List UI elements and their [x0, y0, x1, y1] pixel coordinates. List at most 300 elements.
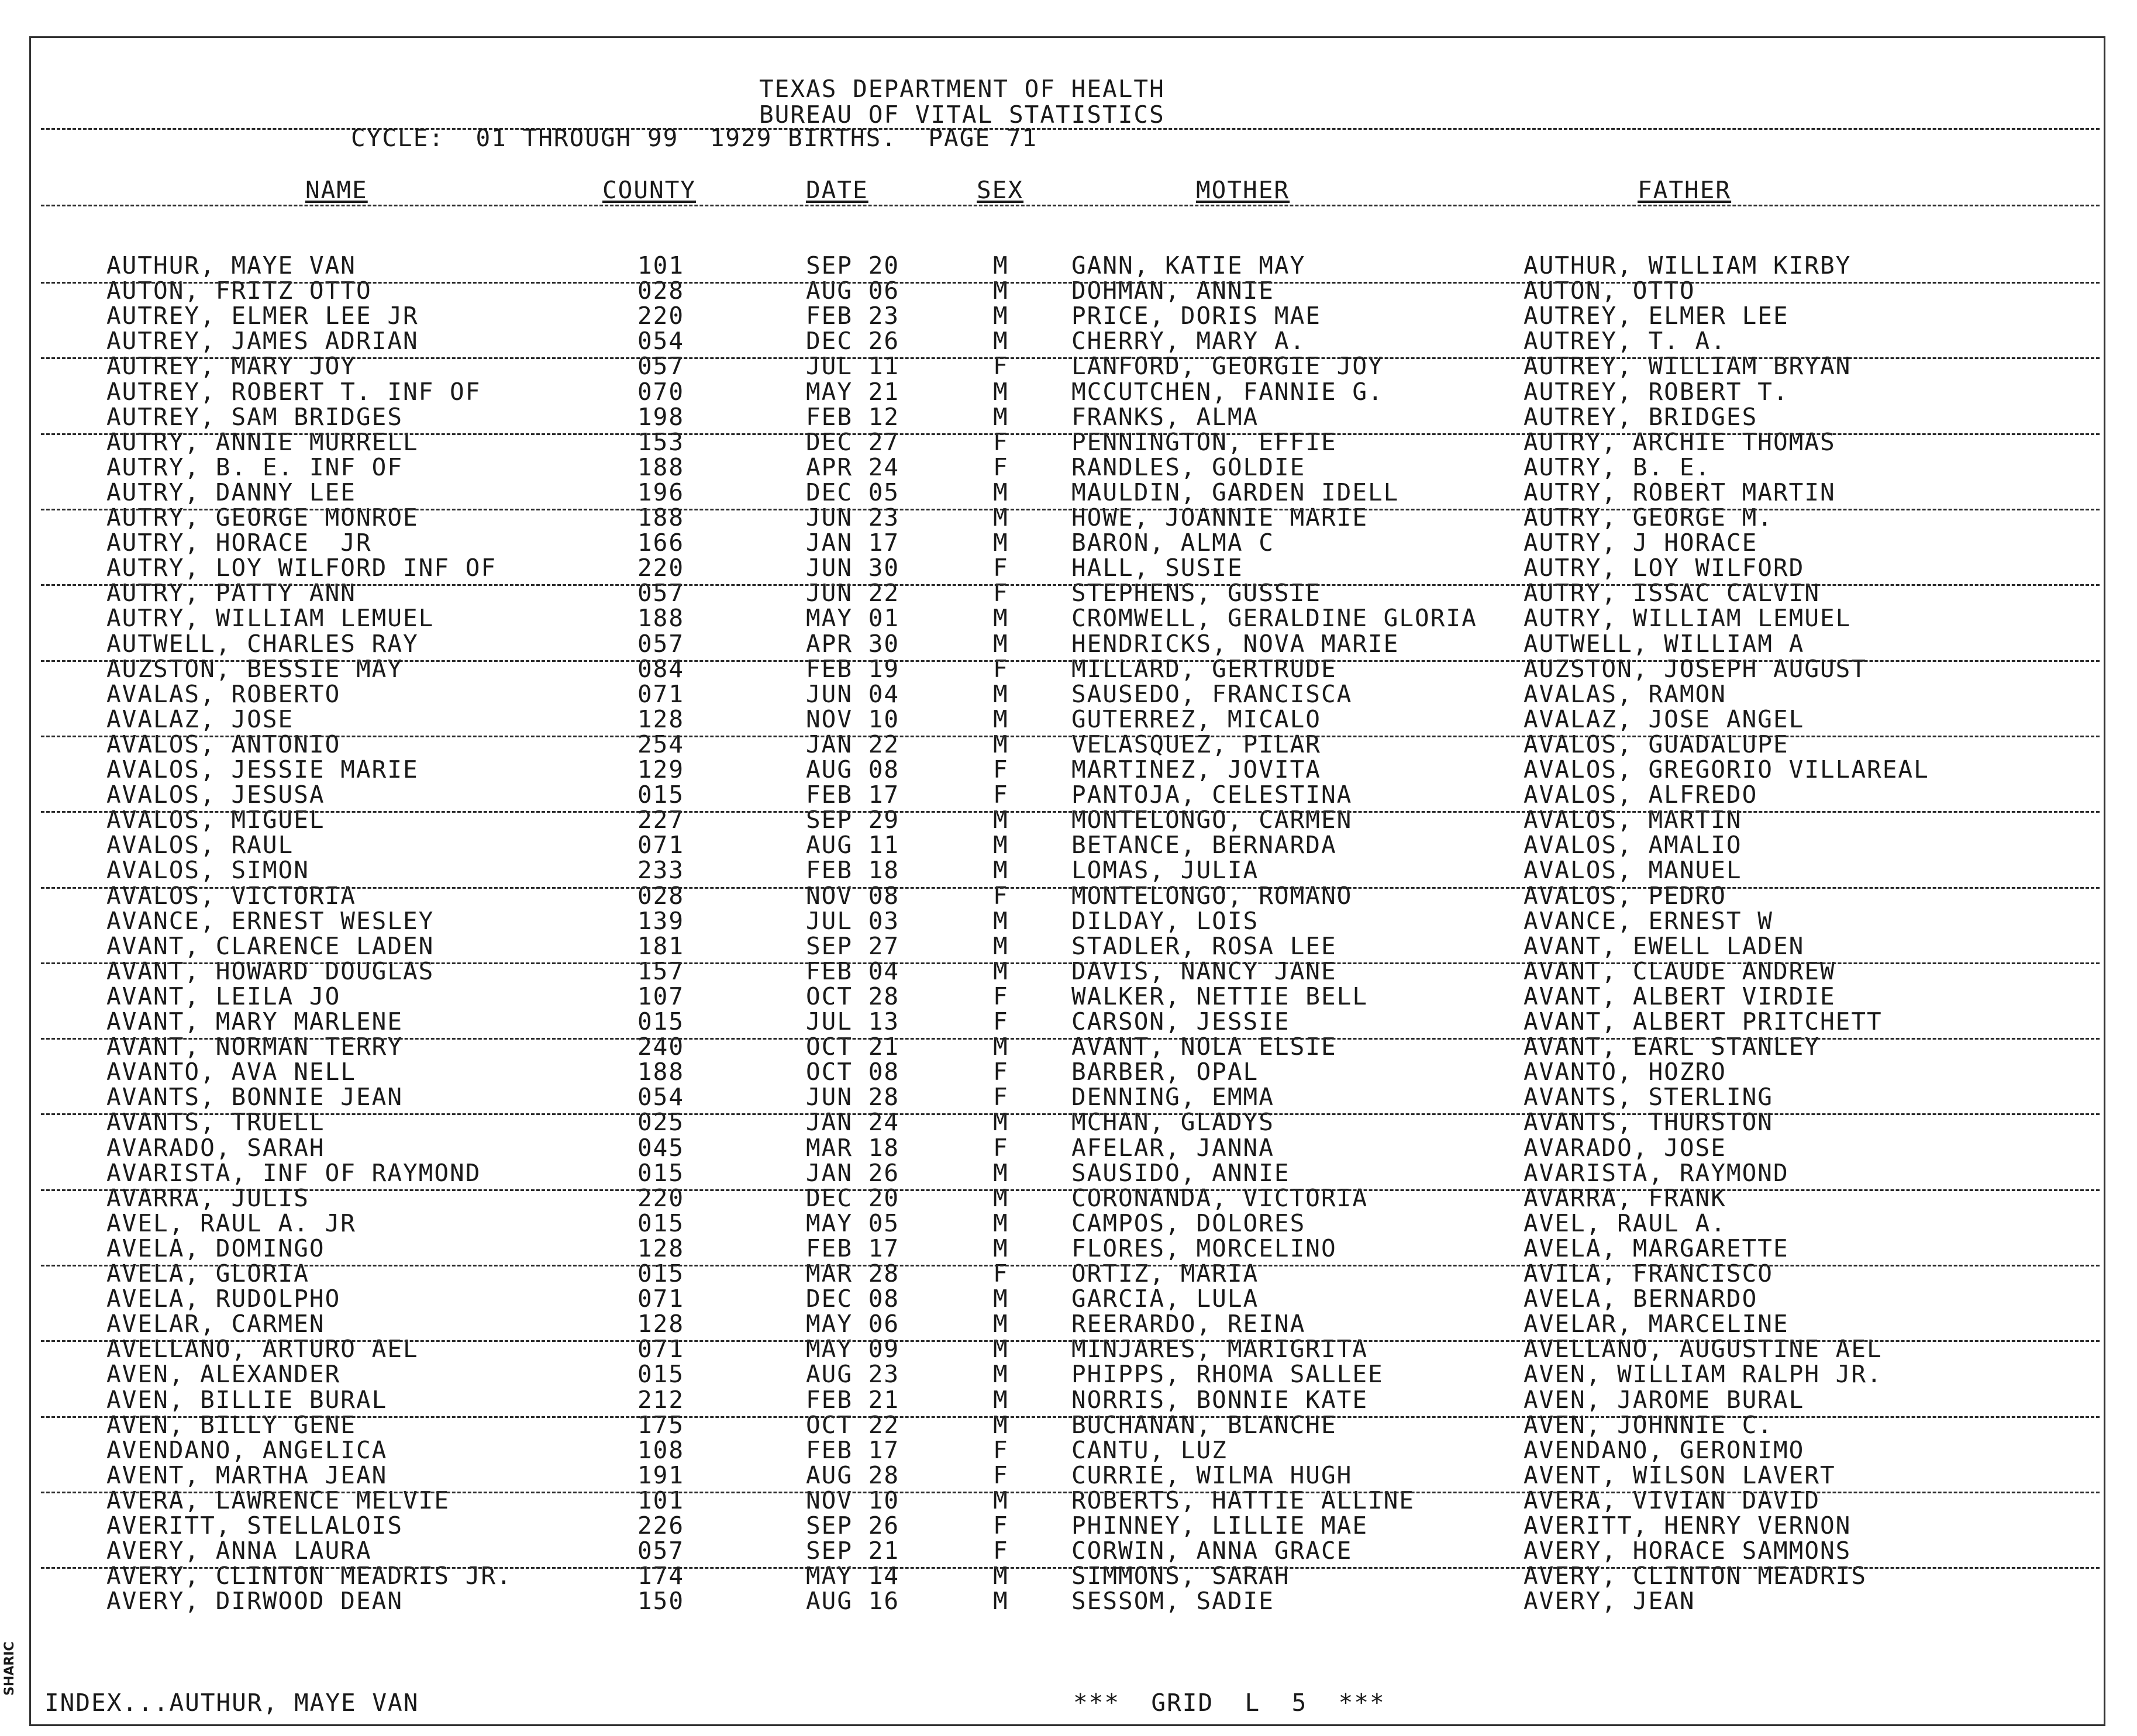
cell-date: FEB 12 — [806, 402, 900, 431]
column-header-county: COUNTY — [602, 176, 697, 204]
side-label: SHARIC — [2, 1641, 17, 1696]
cell-father: AUTHUR, WILLIAM KIRBY — [1524, 251, 1852, 279]
cell-father: AVEN, JAROME BURAL — [1524, 1385, 1805, 1414]
group-separator-rule — [41, 509, 2100, 510]
cell-county: 212 — [637, 1385, 685, 1414]
cell-county: 196 — [637, 478, 685, 506]
cell-name: AVALOS, JESSIE MARIE — [106, 755, 419, 784]
cell-name: AUTREY, ROBERT T. INF OF — [106, 377, 481, 406]
cell-name: AVERA, LAWRENCE MELVIE — [106, 1486, 450, 1514]
group-separator-rule — [41, 1567, 2100, 1569]
cell-date: MAR 28 — [806, 1259, 900, 1288]
cell-mother: LOMAS, JULIA — [1071, 856, 1259, 885]
cell-mother: BUCHANAN, BLANCHE — [1071, 1410, 1337, 1439]
cell-sex: F — [993, 755, 1009, 784]
cell-father: AVANT, ALBERT PRITCHETT — [1524, 1007, 1883, 1036]
cell-name: AVELA, DOMINGO — [106, 1234, 325, 1262]
table-row — [0, 1085, 2137, 1110]
cell-name: AVALOS, VICTORIA — [106, 881, 356, 910]
cell-sex: M — [993, 679, 1009, 708]
cell-mother: VELASQUEZ, PILAR — [1071, 730, 1321, 758]
cell-name: AVELLANO, ARTURO AEL — [106, 1335, 419, 1364]
cell-county: 226 — [637, 1511, 685, 1540]
cell-sex: M — [993, 604, 1009, 633]
cell-mother: HENDRICKS, NOVA MARIE — [1071, 629, 1400, 658]
column-header-date: DATE — [806, 176, 868, 204]
cell-county: 227 — [637, 806, 685, 834]
table-row — [0, 455, 2137, 480]
group-separator-rule — [41, 1265, 2100, 1266]
cell-date: SEP 27 — [806, 931, 900, 960]
cell-father: AVANTO, HOZRO — [1524, 1058, 1726, 1086]
cell-county: 181 — [637, 931, 685, 960]
cell-sex: F — [993, 352, 1009, 381]
cell-mother: CORWIN, ANNA GRACE — [1071, 1537, 1353, 1565]
cell-sex: M — [993, 906, 1009, 935]
cell-name: AUTON, FRITZ OTTO — [106, 277, 372, 305]
cell-county: 015 — [637, 1007, 685, 1036]
table-row — [0, 1133, 2137, 1162]
cell-mother: MCCUTCHEN, FANNIE G. — [1071, 377, 1384, 406]
cell-mother: PANTOJA, CELESTINA — [1071, 781, 1353, 809]
cell-name: AUZSTON, BESSIE MAY — [106, 654, 403, 683]
cell-county: 220 — [637, 554, 685, 582]
cell-name: AVANT, CLARENCE LADEN — [106, 931, 435, 960]
cell-date: FEB 21 — [806, 1385, 900, 1414]
table-row — [0, 303, 2137, 329]
cell-mother: GUTERREZ, MICALO — [1071, 705, 1321, 733]
cell-sex: M — [993, 1562, 1009, 1590]
cell-name: AUTHUR, MAYE VAN — [106, 251, 356, 279]
cell-sex: M — [993, 529, 1009, 557]
cell-county: 057 — [637, 579, 685, 608]
cell-father: AVENDANO, GERONIMO — [1524, 1435, 1805, 1464]
cell-name: AVALOS, RAUL — [106, 831, 294, 860]
header-cycle: CYCLE: 01 THROUGH 99 1929 BIRTHS. PAGE 71 — [351, 124, 1038, 152]
cell-mother: BETANCE, BERNARDA — [1071, 831, 1337, 860]
cell-name: AUTRY, GEORGE MONROE — [106, 503, 419, 532]
table-row — [0, 530, 2137, 555]
cell-date: MAY 09 — [806, 1335, 900, 1364]
cell-sex: M — [993, 629, 1009, 658]
cell-date: FEB 18 — [806, 856, 900, 885]
group-separator-rule — [41, 584, 2100, 586]
table-row — [0, 1158, 2137, 1187]
cell-name: AVANCE, ERNEST WESLEY — [106, 906, 435, 935]
cell-sex: F — [993, 781, 1009, 809]
cell-mother: MONTELONGO, CARMEN — [1071, 806, 1353, 834]
cell-mother: ROBERTS, HATTIE ALLINE — [1071, 1486, 1415, 1514]
cell-date: FEB 23 — [806, 302, 900, 330]
cell-name: AUTRY, WILLIAM LEMUEL — [106, 604, 435, 633]
cell-date: FEB 19 — [806, 654, 900, 683]
cell-father: AUTRY, GEORGE M. — [1524, 503, 1773, 532]
cell-county: 045 — [637, 1133, 685, 1162]
cell-mother: MONTELONGO, ROMANO — [1071, 881, 1353, 910]
header-rule — [41, 128, 2100, 130]
cell-date: DEC 05 — [806, 478, 900, 506]
cell-date: MAY 06 — [806, 1310, 900, 1338]
cell-sex: M — [993, 705, 1009, 733]
cell-sex: M — [993, 1209, 1009, 1237]
cell-name: AVARISTA, INF OF RAYMOND — [106, 1158, 481, 1187]
table-row — [0, 1211, 2137, 1236]
cell-sex: F — [993, 1537, 1009, 1565]
cell-county: 015 — [637, 1209, 685, 1237]
cell-mother: CANTU, LUZ — [1071, 1435, 1228, 1464]
group-separator-rule — [41, 962, 2100, 964]
cell-sex: M — [993, 1360, 1009, 1389]
cell-name: AVANT, LEILA JO — [106, 982, 341, 1010]
cell-father: AVARADO, JOSE — [1524, 1133, 1726, 1162]
cell-name: AVALOS, JESUSA — [106, 781, 325, 809]
table-row — [0, 906, 2137, 935]
cell-mother: FRANKS, ALMA — [1071, 402, 1259, 431]
cell-mother: SESSOM, SADIE — [1071, 1587, 1274, 1616]
cell-date: AUG 06 — [806, 277, 900, 305]
table-row — [0, 679, 2137, 708]
cell-name: AUTRY, B. E. INF OF — [106, 453, 403, 481]
cell-name: AVARRA, JULIS — [106, 1183, 309, 1212]
cell-mother: WALKER, NETTIE BELL — [1071, 982, 1368, 1010]
cell-father: AVELA, BERNARDO — [1524, 1285, 1758, 1313]
cell-name: AVALOS, ANTONIO — [106, 730, 341, 758]
cell-name: AVARADO, SARAH — [106, 1133, 325, 1162]
cell-date: SEP 29 — [806, 806, 900, 834]
cell-mother: SIMMONS, SARAH — [1071, 1562, 1290, 1590]
cell-mother: GARCIA, LULA — [1071, 1285, 1259, 1313]
table-row — [0, 858, 2137, 883]
cell-mother: ORTIZ, MARIA — [1071, 1259, 1259, 1288]
cell-name: AUTRY, ANNIE MURRELL — [106, 427, 419, 456]
cell-mother: STADLER, ROSA LEE — [1071, 931, 1337, 960]
table-row — [0, 1312, 2137, 1337]
cell-county: 015 — [637, 1360, 685, 1389]
cell-date: DEC 26 — [806, 327, 900, 356]
group-separator-rule — [41, 1340, 2100, 1342]
cell-sex: F — [993, 1259, 1009, 1288]
cell-mother: LANFORD, GEORGIE JOY — [1071, 352, 1384, 381]
header-bureau: BUREAU OF VITAL STATISTICS — [759, 101, 1165, 129]
cell-name: AVANT, HOWARD DOUGLAS — [106, 957, 435, 985]
cell-county: 028 — [637, 277, 685, 305]
table-row — [0, 1286, 2137, 1312]
cell-mother: MARTINEZ, JOVITA — [1071, 755, 1321, 784]
cell-county: 198 — [637, 402, 685, 431]
cell-father: AVERY, CLINTON MEADRIS — [1524, 1562, 1867, 1590]
table-row — [0, 833, 2137, 858]
table-row — [0, 606, 2137, 631]
cell-county: 057 — [637, 1537, 685, 1565]
table-row — [0, 757, 2137, 782]
cell-date: MAR 18 — [806, 1133, 900, 1162]
cell-county: 128 — [637, 1234, 685, 1262]
cell-county: 254 — [637, 730, 685, 758]
cell-date: APR 24 — [806, 453, 900, 481]
cell-father: AUZSTON, JOSEPH AUGUST — [1524, 654, 1867, 683]
cell-name: AVEN, BILLY GENE — [106, 1410, 356, 1439]
cell-date: DEC 27 — [806, 427, 900, 456]
cell-county: 175 — [637, 1410, 685, 1439]
cell-date: MAY 05 — [806, 1209, 900, 1237]
cell-date: DEC 20 — [806, 1183, 900, 1212]
cell-county: 128 — [637, 1310, 685, 1338]
cell-name: AVALOS, SIMON — [106, 856, 309, 885]
cell-father: AVANT, CLAUDE ANDREW — [1524, 957, 1836, 985]
cell-county: 153 — [637, 427, 685, 456]
footer-index: INDEX...AUTHUR, MAYE VAN — [44, 1689, 419, 1717]
cell-county: 057 — [637, 352, 685, 381]
cell-sex: M — [993, 1158, 1009, 1187]
cell-sex: M — [993, 730, 1009, 758]
cell-mother: GANN, KATIE MAY — [1071, 251, 1306, 279]
group-separator-rule — [41, 1113, 2100, 1115]
cell-mother: AVANT, NOLA ELSIE — [1071, 1033, 1337, 1061]
cell-date: NOV 10 — [806, 705, 900, 733]
cell-county: 101 — [637, 251, 685, 279]
cell-sex: F — [993, 1435, 1009, 1464]
cell-county: 191 — [637, 1461, 685, 1489]
cell-mother: CURRIE, WILMA HUGH — [1071, 1461, 1353, 1489]
cell-date: JUL 03 — [806, 906, 900, 935]
cell-father: AVEN, WILLIAM RALPH JR. — [1524, 1360, 1883, 1389]
table-row — [0, 1463, 2137, 1488]
table-row — [0, 402, 2137, 431]
table-row — [0, 1385, 2137, 1414]
cell-name: AVANTS, BONNIE JEAN — [106, 1083, 403, 1112]
cell-name: AVERY, CLINTON MEADRIS JR. — [106, 1562, 512, 1590]
cell-date: NOV 08 — [806, 881, 900, 910]
cell-date: JUN 23 — [806, 503, 900, 532]
cell-sex: F — [993, 1007, 1009, 1036]
cell-date: SEP 26 — [806, 1511, 900, 1540]
group-separator-rule — [41, 1492, 2100, 1493]
cell-father: AUTREY, ROBERT T. — [1524, 377, 1789, 406]
cell-father: AVERITT, HENRY VERNON — [1524, 1511, 1852, 1540]
cell-sex: M — [993, 1410, 1009, 1439]
table-row — [0, 782, 2137, 807]
cell-father: AUTRY, ISSAC CALVIN — [1524, 579, 1820, 608]
cell-name: AVANT, NORMAN TERRY — [106, 1033, 403, 1061]
cell-sex: F — [993, 554, 1009, 582]
cell-mother: PHINNEY, LILLIE MAE — [1071, 1511, 1368, 1540]
cell-county: 188 — [637, 604, 685, 633]
cell-father: AUTREY, WILLIAM BRYAN — [1524, 352, 1852, 381]
cell-date: FEB 17 — [806, 1234, 900, 1262]
cell-sex: M — [993, 957, 1009, 985]
cell-county: 025 — [637, 1108, 685, 1137]
cell-father: AVALOS, PEDRO — [1524, 881, 1726, 910]
footer-grid: *** GRID L 5 *** — [1073, 1689, 1385, 1717]
cell-mother: BARBER, OPAL — [1071, 1058, 1259, 1086]
group-separator-rule — [41, 282, 2100, 284]
group-separator-rule — [41, 887, 2100, 889]
cell-mother: MINJARES, MARIGRITA — [1071, 1335, 1368, 1364]
cell-name: AVELAR, CARMEN — [106, 1310, 325, 1338]
cell-sex: M — [993, 806, 1009, 834]
cell-date: MAY 01 — [806, 604, 900, 633]
table-row — [0, 1513, 2137, 1538]
cell-name: AVALOS, MIGUEL — [106, 806, 325, 834]
cell-sex: F — [993, 654, 1009, 683]
table-row — [0, 1589, 2137, 1614]
cell-date: OCT 28 — [806, 982, 900, 1010]
cell-father: AVELLANO, AUGUSTINE AEL — [1524, 1335, 1883, 1364]
cell-name: AVANT, MARY MARLENE — [106, 1007, 403, 1036]
cell-name: AVEN, BILLIE BURAL — [106, 1385, 388, 1414]
cell-county: 150 — [637, 1587, 685, 1616]
cell-sex: F — [993, 982, 1009, 1010]
cell-date: FEB 17 — [806, 1435, 900, 1464]
cell-name: AUTWELL, CHARLES RAY — [106, 629, 419, 658]
cell-name: AVENDANO, ANGELICA — [106, 1435, 388, 1464]
cell-mother: MILLARD, GERTRUDE — [1071, 654, 1337, 683]
cell-sex: F — [993, 427, 1009, 456]
group-separator-rule — [41, 660, 2100, 662]
cell-sex: M — [993, 1335, 1009, 1364]
cell-sex: F — [993, 1133, 1009, 1162]
cell-sex: F — [993, 881, 1009, 910]
cell-date: JUN 30 — [806, 554, 900, 582]
cell-sex: M — [993, 1285, 1009, 1313]
cell-father: AVALAS, RAMON — [1524, 679, 1726, 708]
cell-father: AVANTS, THURSTON — [1524, 1108, 1773, 1137]
cell-county: 220 — [637, 1183, 685, 1212]
cell-date: AUG 23 — [806, 1360, 900, 1389]
cell-father: AVARISTA, RAYMOND — [1524, 1158, 1789, 1187]
cell-mother: BARON, ALMA C — [1071, 529, 1274, 557]
cell-name: AVELA, RUDOLPHO — [106, 1285, 341, 1313]
cell-county: 070 — [637, 377, 685, 406]
cell-sex: M — [993, 478, 1009, 506]
cell-name: AVEL, RAUL A. JR — [106, 1209, 356, 1237]
cell-county: 139 — [637, 906, 685, 935]
cell-sex: F — [993, 1058, 1009, 1086]
cell-county: 129 — [637, 755, 685, 784]
table-row — [0, 1435, 2137, 1464]
cell-date: AUG 16 — [806, 1587, 900, 1616]
table-row — [0, 480, 2137, 505]
cell-mother: STEPHENS, GUSSIE — [1071, 579, 1321, 608]
cell-county: 071 — [637, 1285, 685, 1313]
cell-date: AUG 28 — [806, 1461, 900, 1489]
table-row — [0, 329, 2137, 354]
cell-sex: M — [993, 277, 1009, 305]
cell-name: AVANTS, TRUELL — [106, 1108, 325, 1137]
cell-county: 240 — [637, 1033, 685, 1061]
cell-date: JUN 28 — [806, 1083, 900, 1112]
cell-mother: NORRIS, BONNIE KATE — [1071, 1385, 1368, 1414]
cell-mother: PENNINGTON, EFFIE — [1071, 427, 1337, 456]
cell-sex: M — [993, 1183, 1009, 1212]
table-row — [0, 1362, 2137, 1387]
cell-sex: F — [993, 1461, 1009, 1489]
cell-sex: M — [993, 1310, 1009, 1338]
cell-date: OCT 08 — [806, 1058, 900, 1086]
cell-mother: RANDLES, GOLDIE — [1071, 453, 1306, 481]
cell-sex: M — [993, 1234, 1009, 1262]
group-separator-rule — [41, 736, 2100, 737]
cell-father: AVALAZ, JOSE ANGEL — [1524, 705, 1805, 733]
cell-county: 107 — [637, 982, 685, 1010]
cell-name: AUTREY, ELMER LEE JR — [106, 302, 419, 330]
cell-mother: DILDAY, LOIS — [1071, 906, 1259, 935]
table-row — [0, 379, 2137, 405]
cell-date: DEC 08 — [806, 1285, 900, 1313]
cell-name: AVERITT, STELLALOIS — [106, 1511, 403, 1540]
cell-mother: MCHAN, GLADYS — [1071, 1108, 1274, 1137]
cell-date: OCT 22 — [806, 1410, 900, 1439]
cell-father: AUTRY, J HORACE — [1524, 529, 1758, 557]
cell-mother: CHERRY, MARY A. — [1071, 327, 1306, 356]
group-separator-rule — [41, 1189, 2100, 1191]
cell-sex: M — [993, 1108, 1009, 1137]
cell-mother: CAMPOS, DOLORES — [1071, 1209, 1306, 1237]
cell-county: 188 — [637, 453, 685, 481]
cell-county: 054 — [637, 1083, 685, 1112]
cell-date: FEB 04 — [806, 957, 900, 985]
cell-county: 054 — [637, 327, 685, 356]
cell-county: 015 — [637, 1158, 685, 1187]
cell-father: AUTON, OTTO — [1524, 277, 1695, 305]
cell-date: APR 30 — [806, 629, 900, 658]
cell-county: 128 — [637, 705, 685, 733]
cell-mother: SAUSIDO, ANNIE — [1071, 1158, 1290, 1187]
column-header-mother: MOTHER — [1196, 176, 1290, 204]
cell-sex: M — [993, 1385, 1009, 1414]
cell-mother: DOHMAN, ANNIE — [1071, 277, 1274, 305]
cell-father: AVALOS, GREGORIO VILLAREAL — [1524, 755, 1929, 784]
cell-date: SEP 20 — [806, 251, 900, 279]
cell-county: 108 — [637, 1435, 685, 1464]
cell-father: AUTRY, LOY WILFORD — [1524, 554, 1805, 582]
cell-sex: M — [993, 1587, 1009, 1616]
cell-father: AVEL, RAUL A. — [1524, 1209, 1726, 1237]
table-row — [0, 707, 2137, 732]
cell-sex: F — [993, 579, 1009, 608]
cell-county: 057 — [637, 629, 685, 658]
cell-father: AVALOS, AMALIO — [1524, 831, 1742, 860]
column-header-rule — [41, 205, 2100, 206]
cell-mother: REERARDO, REINA — [1071, 1310, 1306, 1338]
cell-county: 084 — [637, 654, 685, 683]
cell-father: AVALOS, ALFREDO — [1524, 781, 1758, 809]
cell-date: AUG 08 — [806, 755, 900, 784]
cell-name: AUTRY, HORACE JR — [106, 529, 372, 557]
cell-sex: M — [993, 831, 1009, 860]
cell-date: MAY 21 — [806, 377, 900, 406]
cell-county: 071 — [637, 831, 685, 860]
cell-father: AVANT, EWELL LADEN — [1524, 931, 1805, 960]
cell-father: AUTWELL, WILLIAM A — [1524, 629, 1805, 658]
cell-sex: M — [993, 856, 1009, 885]
cell-name: AUTRY, DANNY LEE — [106, 478, 356, 506]
cell-mother: DAVIS, NANCY JANE — [1071, 957, 1337, 985]
cell-county: 071 — [637, 679, 685, 708]
cell-date: MAY 14 — [806, 1562, 900, 1590]
cell-sex: M — [993, 503, 1009, 532]
cell-father: AUTREY, ELMER LEE — [1524, 302, 1789, 330]
cell-county: 188 — [637, 503, 685, 532]
cell-father: AVERY, JEAN — [1524, 1587, 1695, 1616]
table-row — [0, 631, 2137, 657]
table-row — [0, 1538, 2137, 1564]
cell-mother: SAUSEDO, FRANCISCA — [1071, 679, 1353, 708]
header-agency: TEXAS DEPARTMENT OF HEALTH — [759, 75, 1165, 103]
column-header-father: FATHER — [1638, 176, 1732, 204]
cell-father: AUTRY, B. E. — [1524, 453, 1711, 481]
cell-mother: AFELAR, JANNA — [1071, 1133, 1274, 1162]
